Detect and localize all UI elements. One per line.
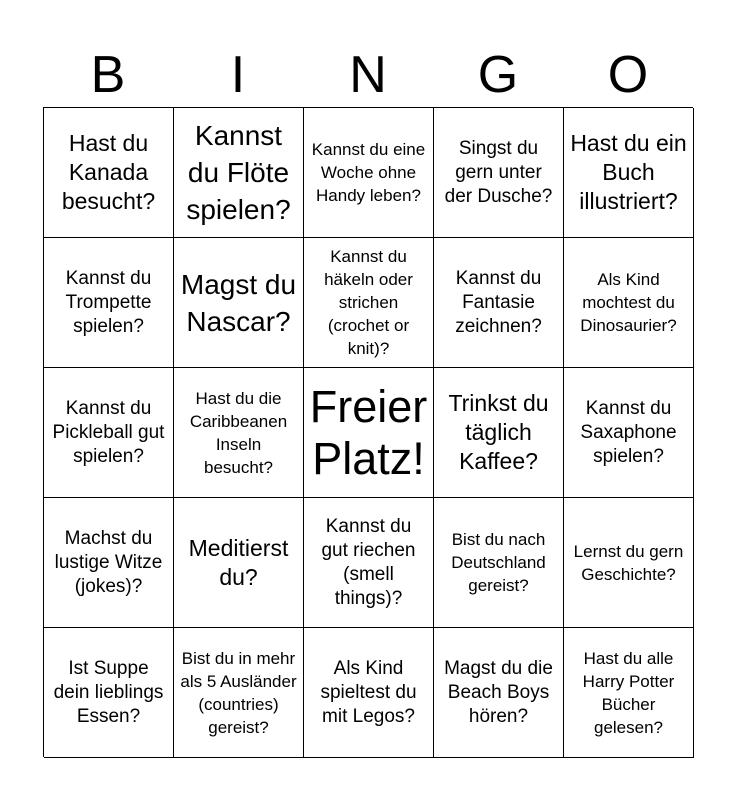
free-space-text: Freier Platz! — [309, 380, 428, 484]
bingo-cell[interactable] — [174, 368, 304, 498]
bingo-cell[interactable] — [44, 108, 174, 238]
header-letter-o: O — [607, 46, 649, 104]
bingo-cell[interactable] — [434, 368, 564, 498]
bingo-cell[interactable] — [304, 108, 434, 238]
cell-text: Machst du lustige Witze (jokes)? — [54, 527, 163, 597]
cell-text: Ist Suppe dein lieblings Essen? — [53, 657, 164, 727]
bingo-header — [43, 44, 693, 106]
bingo-cell[interactable] — [434, 238, 564, 368]
header-letter-i: I — [230, 46, 246, 104]
cell-text: Hast du alle Harry Potter Bücher gelesen? — [582, 648, 675, 737]
bingo-cell[interactable] — [564, 368, 694, 498]
bingo-grid — [43, 107, 693, 757]
bingo-cell[interactable] — [44, 238, 174, 368]
cell-text: Singst du gern unter der Dusche? — [444, 137, 553, 207]
bingo-cell[interactable] — [434, 498, 564, 628]
cell-text: Als Kind spieltest du mit Legos? — [320, 657, 417, 727]
bingo-cell[interactable] — [564, 238, 694, 368]
cell-text: Hast du Kanada besucht? — [61, 130, 156, 214]
cell-text: Kannst du Fantasie zeichnen? — [455, 267, 542, 337]
bingo-cell[interactable] — [174, 628, 304, 758]
bingo-cell[interactable] — [44, 368, 174, 498]
bingo-cell[interactable] — [44, 498, 174, 628]
bingo-cell[interactable] — [304, 238, 434, 368]
bingo-cell[interactable] — [304, 628, 434, 758]
cell-text: Hast du ein Buch illustriert? — [570, 130, 687, 214]
bingo-cell[interactable] — [434, 628, 564, 758]
cell-text: Bist du in mehr als 5 Ausländer (countries) gereist? — [180, 648, 297, 737]
cell-text: Kannst du eine Woche ohne Handy leben? — [311, 140, 426, 205]
cell-text: Kannst du Flöte spielen? — [186, 120, 291, 225]
bingo-cell[interactable] — [304, 498, 434, 628]
cell-text: Hast du die Caribbeanen Inseln besucht? — [189, 388, 288, 477]
bingo-cell[interactable] — [564, 108, 694, 238]
bingo-cell[interactable] — [174, 498, 304, 628]
cell-text: Meditierst du? — [188, 534, 289, 590]
bingo-cell[interactable] — [44, 628, 174, 758]
header-letter-b: B — [90, 46, 126, 104]
bingo-cell[interactable] — [174, 108, 304, 238]
cell-text: Als Kind mochtest du Dinosaurier? — [580, 270, 677, 335]
cell-text: Kannst du häkeln oder strichen (crochet or knit)? — [324, 247, 413, 358]
cell-text: Kannst du Saxaphone spielen? — [580, 397, 677, 467]
bingo-cell[interactable] — [434, 108, 564, 238]
cell-text: Magst du die Beach Boys hören? — [444, 657, 553, 727]
cell-text: Magst du Nascar? — [180, 268, 297, 337]
bingo-cell[interactable] — [174, 238, 304, 368]
cell-text: Kannst du Pickleball gut spielen? — [52, 397, 165, 467]
header-letter-g: G — [477, 46, 519, 104]
cell-text: Lernst du gern Geschichte? — [573, 541, 684, 584]
cell-text: Kannst du Trompette spielen? — [65, 267, 152, 337]
cell-text: Kannst du gut riechen (smell things)? — [321, 515, 416, 609]
free-space-cell[interactable] — [304, 368, 434, 498]
header-letter-n: N — [349, 46, 387, 104]
bingo-cell[interactable] — [564, 498, 694, 628]
cell-text: Trinkst du täglich Kaffee? — [448, 390, 549, 474]
cell-text: Bist du nach Deutschland gereist? — [451, 530, 546, 595]
bingo-cell[interactable] — [564, 628, 694, 758]
